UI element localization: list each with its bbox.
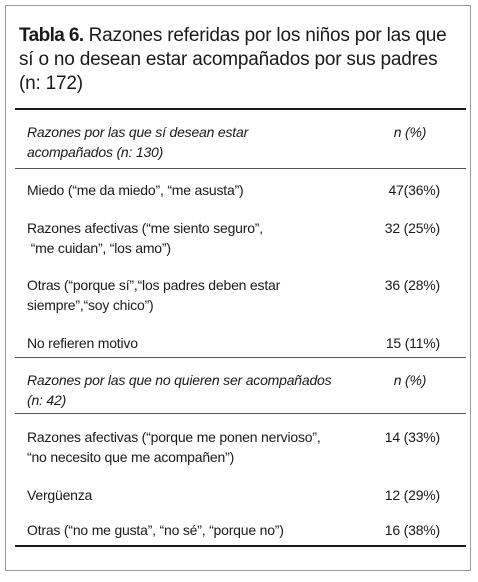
row-label-cont: “no necesito que me acompañen”) bbox=[27, 449, 235, 465]
row-label: Vergüenza bbox=[27, 487, 93, 503]
table-caption-label: Tabla 6. bbox=[19, 25, 84, 46]
section2-header-rule bbox=[15, 413, 466, 414]
table-row bbox=[27, 485, 332, 505]
section2-header-line2: (n: 42) bbox=[27, 392, 67, 408]
bottom-rule bbox=[15, 545, 466, 547]
row-label: No refieren motivo bbox=[27, 335, 138, 351]
row-value: 47(36%) bbox=[388, 182, 440, 198]
row-value: 15 (11%) bbox=[385, 335, 440, 351]
row-value: 16 (38%) bbox=[384, 522, 440, 538]
section1-header bbox=[27, 122, 332, 162]
top-rule bbox=[15, 108, 466, 110]
section1-header-line1: Razones por las que sí desean estar bbox=[27, 124, 249, 140]
section1-col-header: n (%) bbox=[393, 124, 427, 140]
table-row bbox=[27, 333, 332, 353]
row-value: 36 (28%) bbox=[384, 277, 440, 293]
table-row bbox=[27, 427, 332, 467]
table-row bbox=[27, 218, 332, 258]
row-value: 32 (25%) bbox=[384, 220, 440, 236]
table-row bbox=[27, 275, 332, 315]
row-label: Razones afectivas (“porque me ponen nervioso”, bbox=[27, 429, 321, 445]
section2-col-header: n (%) bbox=[393, 372, 427, 388]
row-value: 12 (29%) bbox=[384, 487, 440, 503]
table-row bbox=[27, 180, 332, 200]
section1-header-line2: acompañados (n: 130) bbox=[27, 144, 164, 160]
table-caption bbox=[19, 24, 459, 96]
row-label: Miedo (“me da miedo”, “me asusta”) bbox=[27, 182, 244, 198]
section-divider bbox=[15, 357, 466, 358]
section1-header-rule bbox=[15, 168, 466, 169]
section2-header bbox=[27, 370, 332, 410]
table-caption-text: Razones referidas por los niños por las que sí o no desean estar acompañados por sus padres (n: 172) bbox=[19, 25, 447, 94]
row-label: Otras (“porque sí”,“los padres deben estar bbox=[27, 277, 281, 293]
row-label: Razones afectivas (“me siento seguro”, bbox=[27, 220, 263, 236]
table-row bbox=[27, 520, 332, 540]
row-value: 14 (33%) bbox=[384, 429, 440, 445]
row-label: Otras (“no me gusta”, “no sé”, “porque no”) bbox=[27, 522, 284, 538]
row-label-cont: siempre”,“soy chico”) bbox=[27, 297, 154, 313]
row-label-cont: “me cuidan”, “los amo”) bbox=[27, 240, 171, 256]
section2-header-line1: Razones por las que no quieren ser acompañados bbox=[27, 372, 332, 388]
